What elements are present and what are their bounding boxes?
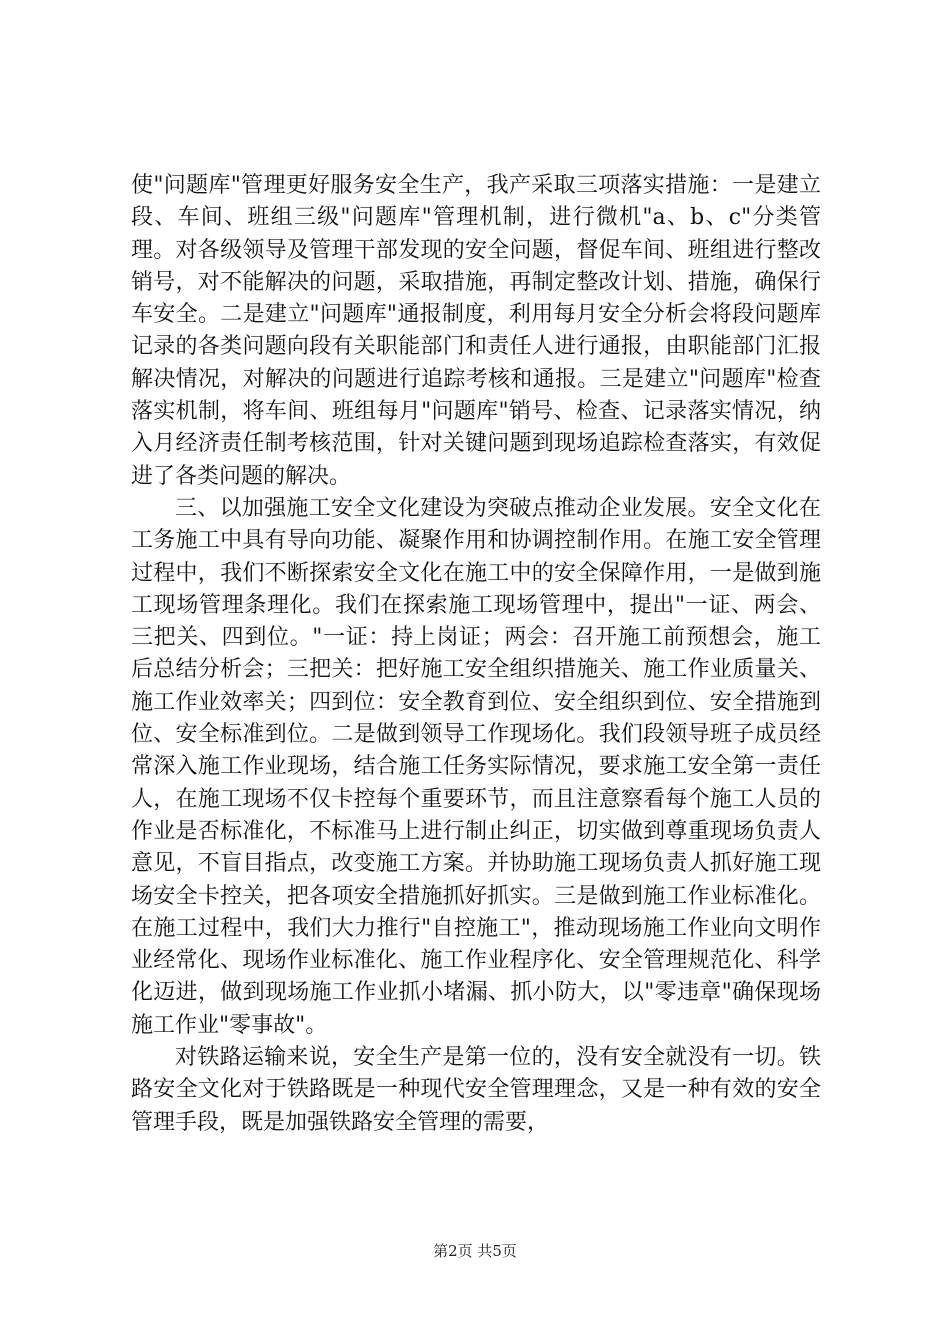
paragraph-3: 对铁路运输来说，安全生产是第一位的，没有安全就没有一切。铁路安全文化对于铁路既是一种现代安全管理理念，又是一种有效的安全管理手段，既是加强铁路安全管理的需要， — [131, 1045, 821, 1135]
page-footer: 第2页 共5页 — [433, 1242, 517, 1260]
paragraph-2: 三、以加强施工安全文化建设为突破点推动企业发展。安全文化在工务施工中具有导向功能、凝聚作用和协调控制作用。在施工安全管理过程中，我们不断探索安全文化在施工中的安全保障作用，一是做到施工现场管理条理化。我们在探索施工现场管理中，提出"一证、两会、三把关、四到位。"一证：持上岗证；两会：召开施工前预想会，施工后总结分析会；三把关：把好施工安全组织措施关、施工作业质量关、施工作业效率关；四到位：安全教育到位、安全组织到位、安全措施到位、安全标准到位。二是做到领导工作现场化。我们段领导班子成员经常深入施工作业现场，结合施工任务实际情况，要求施工安全第一责任人，在施工现场不仅卡控每个重要环节，而且注意察看每个施工人员的作业是否标准化，不标准马上进行制止纠正，切实做到尊重现场负责人意见，不盲目指点，改变施工方案。并协助施工现场负责人抓好施工现场安全卡控关，把各项安全措施抓好抓实。三是做到施工作业标准化。在施工过程中，我们大力推行"自控施工"，推动现场施工作业向文明作业经常化、现场作业标准化、施工作业程序化、安全管理规范化、科学化迈进，做到现场施工作业抓小堵漏、抓小防大，以"零违章"确保现场施工作业"零事故"。 — [131, 495, 821, 1038]
paragraph-1: 使"问题库"管理更好服务安全生产，我产采取三项落实措施：一是建立段、车间、班组三级"问题库"管理机制，进行微机"a、b、c"分类管理。对各级领导及管理干部发现的安全问题，督促车间、班组进行整改销号，对不能解决的问题，采取措施，再制定整改计划、措施，确保行车安全。二是建立"问题库"通报制度，利用每月安全分析会将段问题库记录的各类问题向段有关职能部门和责任人进行通报，由职能部门汇报解决情况，对解决的问题进行追踪考核和通报。三是建立"问题库"检查落实机制，将车间、班组每月"问题库"销号、检查、记录落实情况，纳入月经济责任制考核范围，针对关键问题到现场追踪检查落实，有效促进了各类问题的解决。 — [131, 173, 821, 489]
body-text — [131, 170, 821, 1139]
